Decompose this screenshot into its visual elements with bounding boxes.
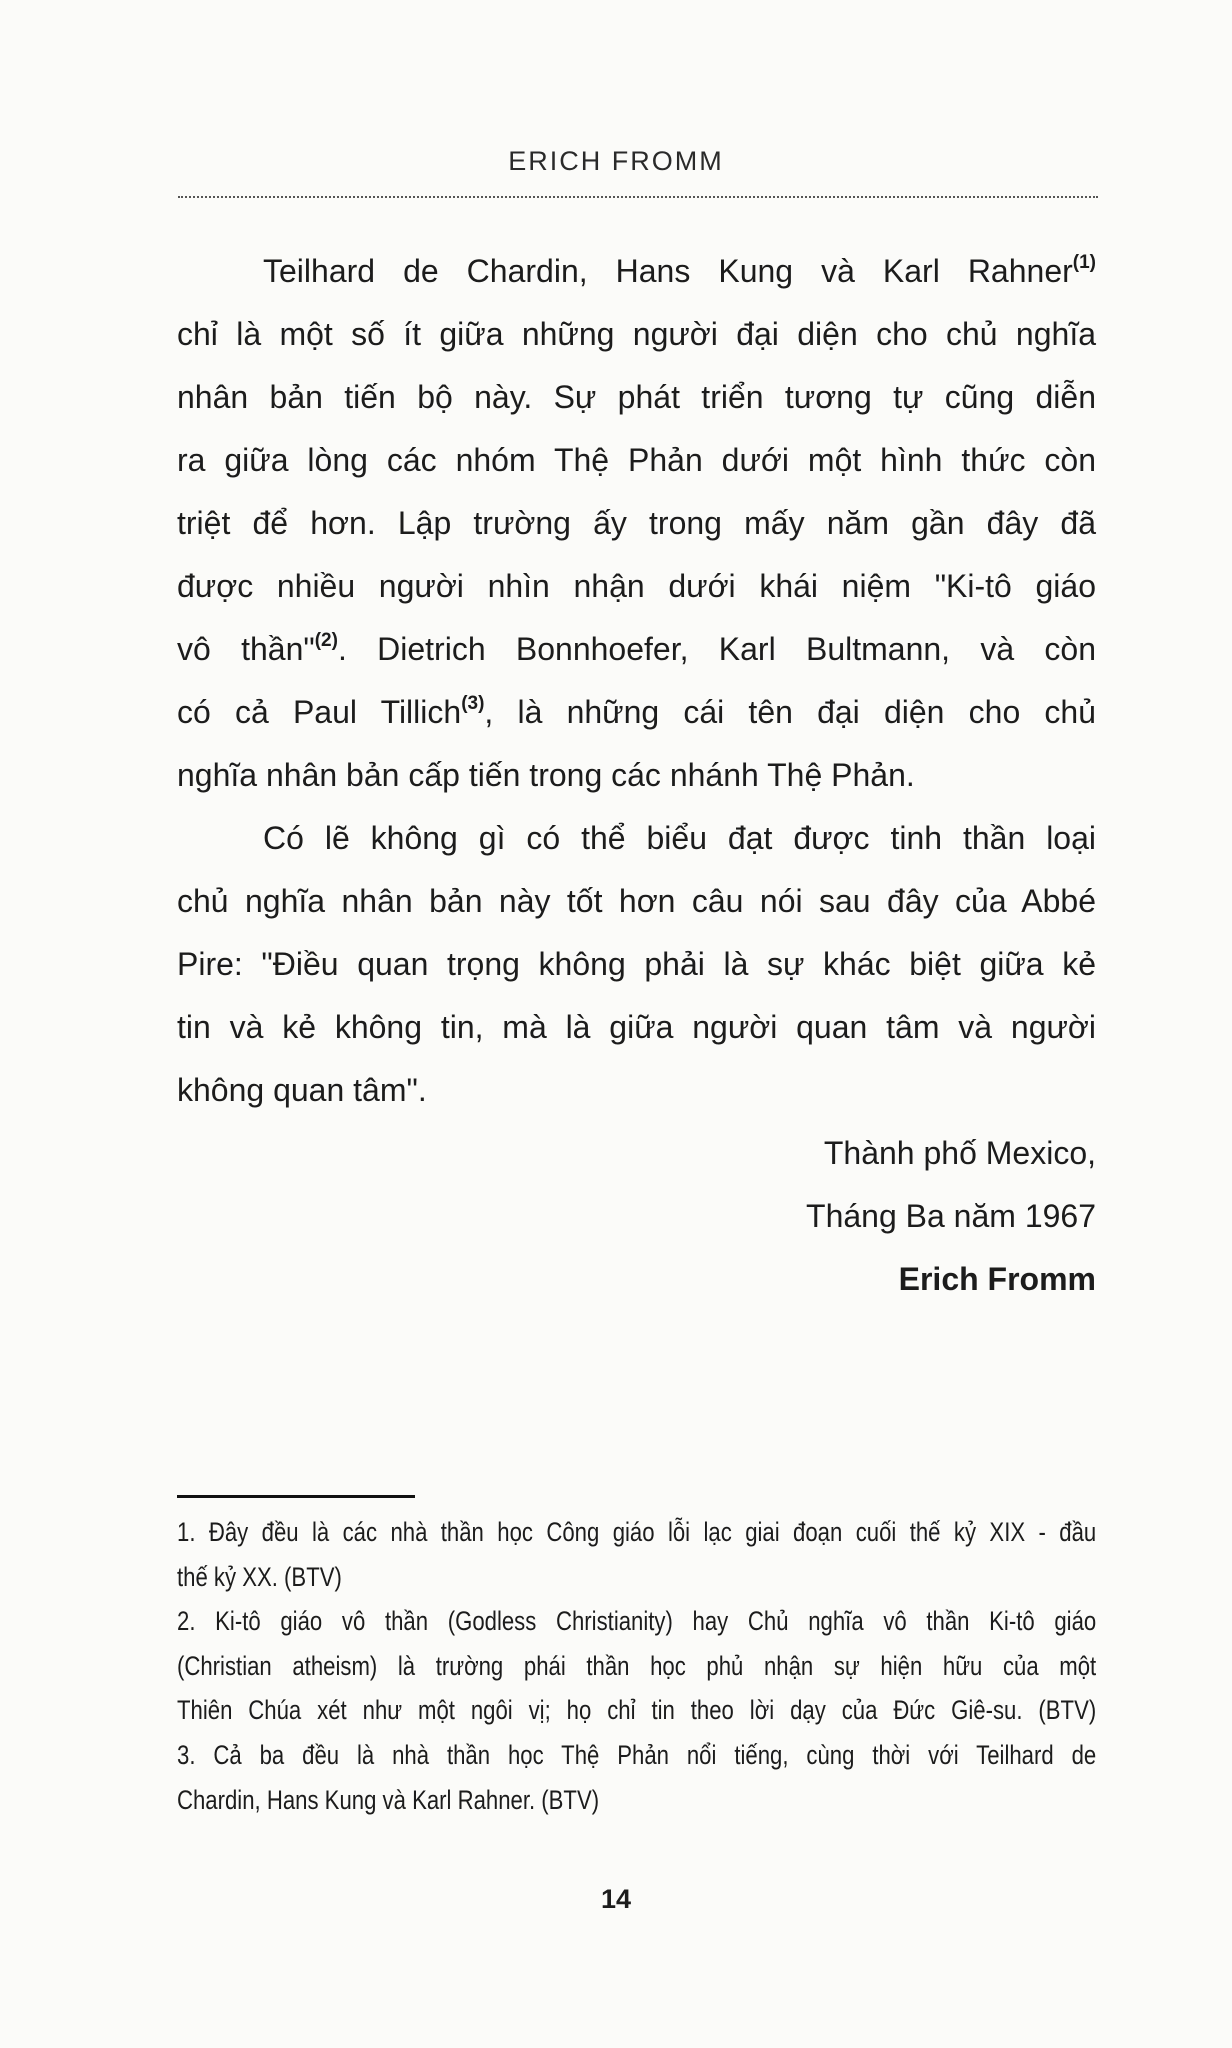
footnote-line: [177, 1735, 1096, 1780]
body-line: [177, 940, 1096, 1003]
footnote-line: [177, 1512, 1096, 1557]
footnote-line: [177, 1780, 1096, 1825]
footnote-line: [177, 1690, 1096, 1735]
line-text: Có lẽ không gì có thể biểu đạt được tinh thần loại: [263, 820, 1096, 856]
line-text: không quan tâm".: [177, 1072, 427, 1108]
footnote-ref: (2): [314, 630, 338, 651]
line-text: vô thần": [177, 631, 315, 667]
line-text: Chardin, Hans Kung và Karl Rahner. (BTV): [177, 1784, 600, 1815]
line-text: ra giữa lòng các nhóm Thệ Phản dưới một hình thức còn: [177, 442, 1096, 478]
header-divider: [178, 196, 1098, 198]
line-text: chủ nghĩa nhân bản này tốt hơn câu nói sau đây của Abbé: [177, 883, 1096, 919]
body-line: [177, 562, 1096, 625]
line-text: nghĩa nhân bản cấp tiến trong các nhánh Thệ Phản.: [177, 757, 915, 793]
line-text: 1. Đây đều là các nhà thần học Công giáo lỗi lạc giai đoạn cuối thế kỷ XIX - đầu: [177, 1517, 1097, 1547]
body-line: [177, 1003, 1096, 1066]
line-text: nhân bản tiến bộ này. Sự phát triển tương tự cũng diễn: [177, 379, 1096, 415]
line-text: tin và kẻ không tin, mà là giữa người quan tâm và người: [177, 1009, 1096, 1045]
line-text-cont: , là những cái tên đại diện cho chủ: [484, 694, 1097, 730]
line-text: Thành phố Mexico,: [823, 1135, 1096, 1171]
line-text: Erich Fromm: [898, 1261, 1096, 1297]
line-text: thế kỷ XX. (BTV): [177, 1561, 342, 1592]
body-line: [177, 1066, 1096, 1129]
footnote-ref: (1): [1072, 252, 1096, 273]
line-text: chỉ là một số ít giữa những người đại diện cho chủ nghĩa: [177, 316, 1096, 352]
body-line: [177, 373, 1096, 436]
line-text: (Christian atheism) là trường phái thần học phủ nhận sự hiện hữu của một: [177, 1650, 1097, 1681]
line-text: 3. Cả ba đều là nhà thần học Thệ Phản nổi tiếng, cùng thời với Teilhard de: [177, 1739, 1097, 1770]
line-text: có cả Paul Tillich: [177, 694, 462, 730]
line-text: Tháng Ba năm 1967: [806, 1198, 1096, 1234]
body-line: [177, 1255, 1096, 1318]
line-text: Thiên Chúa xét như một ngôi vị; họ chỉ tin theo lời dạy của Đức Giê-su. (BTV): [177, 1695, 1097, 1726]
running-header: ERICH FROMM: [508, 146, 724, 176]
line-text: Teilhard de Chardin, Hans Kung và Karl Rahner: [263, 253, 1073, 289]
footnote-rule: [177, 1495, 415, 1498]
page-number: 14: [600, 1884, 632, 1914]
footnote-line: [177, 1601, 1096, 1646]
body-line: [177, 877, 1096, 940]
body-line: [177, 814, 1096, 877]
line-text: Pire: "Điều quan trọng không phải là sự khác biệt giữa kẻ: [177, 946, 1096, 982]
main-text: [177, 247, 1096, 1318]
body-line: [177, 1192, 1096, 1255]
body-line: [177, 499, 1096, 562]
line-text-cont: . Dietrich Bonnhoefer, Karl Bultmann, và còn: [337, 631, 1097, 667]
footnote-line: [177, 1646, 1096, 1691]
footnote-line: [177, 1557, 1096, 1602]
body-line: [177, 247, 1096, 310]
body-line: [177, 625, 1096, 688]
line-text: triệt để hơn. Lập trường ấy trong mấy năm gần đây đã: [177, 505, 1096, 541]
footnote-ref: (3): [461, 693, 485, 714]
line-text: 2. Ki-tô giáo vô thần (Godless Christianity) hay Chủ nghĩa vô thần Ki-tô giáo: [177, 1606, 1097, 1637]
footnotes: [177, 1512, 1096, 1824]
body-line: [177, 688, 1096, 751]
body-line: [177, 436, 1096, 499]
line-text: được nhiều người nhìn nhận dưới khái niệm "Ki-tô giáo: [177, 568, 1096, 604]
body-line: [177, 1129, 1096, 1192]
body-line: [177, 310, 1096, 373]
body-line: [177, 751, 1096, 814]
